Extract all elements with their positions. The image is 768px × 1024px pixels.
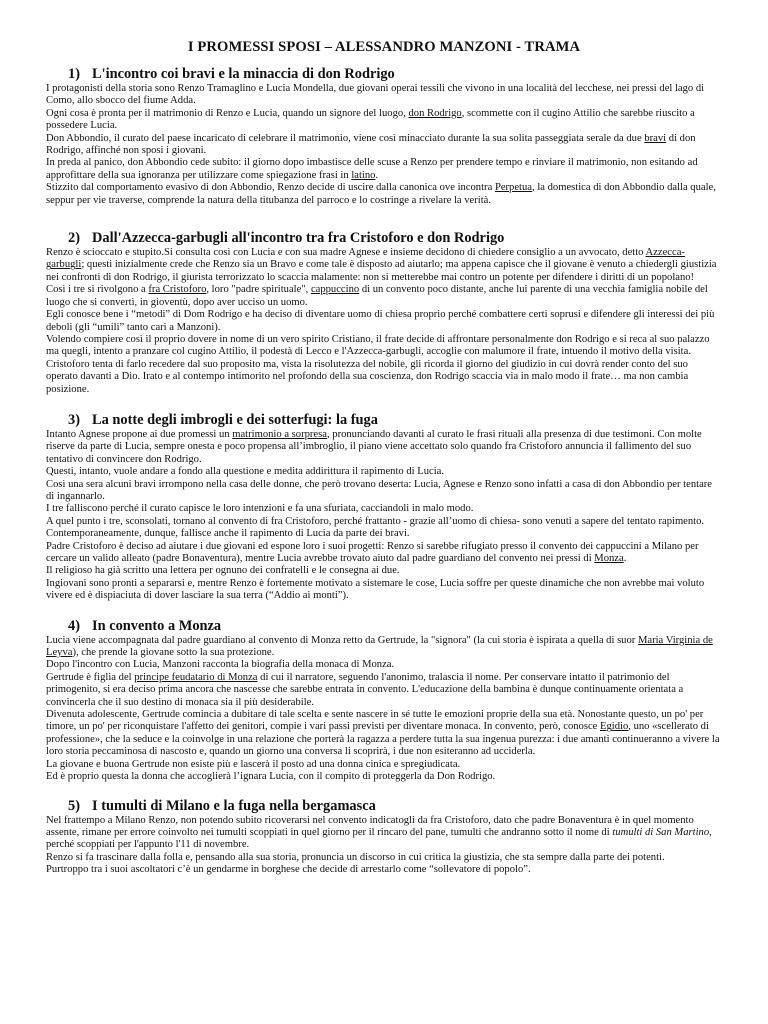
section-number: 4)	[68, 617, 80, 634]
text-run: Nel frattempo a Milano Renzo, non potendo subito ricoverarsi nel convento indicatogli da fra Cristoforo, dato che padre Bonaventura è in quel momento assente, rimane per errore coinvolto nei tumulti scoppiati in quel giorno per il rincaro del pane, tumulti che andranno sotto il nome di	[46, 814, 694, 838]
paragraph	[46, 108, 722, 133]
paragraph	[46, 709, 722, 759]
paragraph	[46, 247, 722, 284]
text-run: , perché scoppiati per l'appunto l'11 di novembre.	[46, 826, 712, 851]
link-don-rodrigo[interactable]: don Rodrigo	[408, 107, 462, 119]
paragraph: Renzo si fa trascinare dalla folla e, pensando alla sua storia, pronuncia un discorso in cui critica la giustizia, che sta sempre dalla parte dei potenti.	[46, 851, 665, 863]
text-run: .	[623, 553, 627, 564]
paragraph	[46, 182, 722, 207]
paragraph: I tre falliscono perché il curato capisce le loro intenzioni e fa una sfuriata, cacciandoli in malo modo.	[46, 503, 474, 515]
paragraph: Ed è proprio questa la donna che accoglierà l’ignara Lucia, con il compito di proteggerla da Don Rodrigo.	[46, 771, 496, 783]
paragraph	[46, 541, 722, 566]
section-3	[46, 412, 722, 603]
text-run: , scommette con il cugino Attilio che sarebbe riuscito a possedere Lucia.	[46, 107, 695, 132]
text-run: Lucia viene accompagnata dal padre guardiano al convento di Monza retto da Gertrude, la "signora" (la cui storia è ispirata a quella di suor	[46, 634, 638, 646]
link-cappuccino[interactable]: cappuccino	[310, 284, 360, 296]
text-run: ), che prende la giovane sotto la sua protezione.	[72, 647, 275, 659]
link-principe-feudatario[interactable]: principe feudatario di Monza	[134, 671, 258, 683]
section-number: 5)	[68, 797, 80, 814]
spacer	[46, 396, 722, 412]
section-title: I tumulti di Milano e la fuga nella bergamasca	[92, 797, 376, 814]
paragraph: I protagonisti della storia sono Renzo Tramaglino e Lucia Mondella, due giovani operai tessili che vivono in una località del lecchese, nei pressi del lago di Como, allo sbocco del fiume Adda.	[46, 83, 705, 107]
text-run: Gertrude è figlia del	[46, 671, 135, 683]
text-run: Stizzito dal comportamento evasivo di don Abbondio, Renzo decide di uscire dalla canonica ove incontra	[46, 182, 495, 194]
link-perpetua[interactable]: Perpetua	[494, 182, 533, 194]
section-heading	[46, 798, 722, 814]
paragraph: Il religioso ha già scritto una lettera per ognuno dei confratelli e le consegna ai due.	[46, 565, 400, 577]
paragraph: Cristoforo tenta di farlo recedere dal suo proposito ma, vista la risolutezza del nobile, gli ricorda il giorno del giudizio in cui dovrà render conto del suo operato davanti a Dio. Irato e al contempo intimorito nel profondo della sua coscienza, don Rodrigo scaccia via in malo modo il frate… ma non cambia posizione.	[46, 358, 689, 395]
paragraph: Purtroppo tra i suoi ascoltatori c’è un gendarme in borghese che decide di arrestarlo come “sollevatore di popolo”.	[46, 864, 531, 876]
section-title: L'incontro coi bravi e la minaccia di don Rodrigo	[92, 66, 395, 82]
link-monza[interactable]: Monza	[594, 553, 624, 564]
document-page	[46, 38, 722, 877]
link-fra-cristoforo[interactable]: fra Cristoforo	[148, 284, 207, 296]
paragraph	[46, 133, 722, 158]
paragraph	[46, 429, 722, 466]
section-number: 2)	[68, 230, 80, 247]
paragraph	[46, 635, 722, 660]
link-azzecca-garbugli[interactable]: Azzecca-garbugli	[46, 247, 685, 271]
text-run: Ogni cosa è pronta per il matrimonio di Renzo e Lucia, quando un signore del luogo,	[46, 107, 409, 119]
section-title: La notte degli imbrogli e dei sotterfugi: la fuga	[92, 411, 378, 428]
section-heading	[46, 412, 722, 428]
link-latino[interactable]: latino	[351, 169, 376, 181]
paragraph: Contemporaneamente, dunque, fallisce anche il rapimento di Lucia da parte dei bravi.	[46, 528, 410, 540]
paragraph	[46, 672, 722, 709]
text-run: Così i tre si rivolgono a	[46, 284, 149, 296]
text-run: Padre Cristoforo è deciso ad aiutare i due giovani ed espone loro i suoi progetti: Renzo si sarebbe rifugiato presso il convento dei cappuccini a Milano per cercare un valido alleato (padre Bonaventura), mentre Lucia avrebbe trovato aiuto dal padre guardiano del convento nei pressi di	[46, 540, 699, 564]
paragraph: A quel punto i tre, sconsolati, tornano al convento di fra Cristoforo, perché frattanto - grazie all’uomo di chiesa- sono venuti a sapere del tentato rapimento.	[46, 515, 705, 527]
link-matrimonio-a-sorpresa[interactable]: matrimonio a sorpresa	[232, 428, 327, 440]
paragraph: Così una sera alcuni bravi irrompono nella casa delle donne, che però trovano deserta: Lucia, Agnese e Renzo sono infatti a casa di don Abbondio per tentare di ingannarlo.	[46, 478, 713, 502]
text-run: Renzo è scioccato e stupito.Si consulta così con Lucia e con sua madre Agnese e insieme decidono di chiedere consiglio a un avvocato, detto	[46, 247, 646, 259]
paragraph: La giovane e buona Gertrude non esiste più e lascerà il posto ad una donna cinica e spregiudicata.	[46, 758, 461, 770]
section-number: 3)	[68, 411, 80, 428]
paragraph	[46, 157, 722, 182]
spacer	[46, 784, 722, 798]
text-run: Divenuta adolescente, Gertrude comincia a dubitare di tale scelta e sente nascere in sé tutte le emozioni proprie della sua età. Nonostante questo, un po' per timore, un po' per riconquistare l'affetto dei genitori, compie i vari passi previsti per diventare monaca. In convento, però, conosce	[46, 709, 704, 733]
section-5	[46, 798, 722, 877]
text-run: ; questi inizialmente crede che Renzo sia un Bravo e come tale è disposto ad aiutarlo; ma appena capisce che il giovane è venuto a chiedergli giustizia nei confronti di don Rodrigo, il giurista terrorizzato lo scaccia malamente: non si metterebbe mai contro un potente per difendere i diritti di un popolano!	[46, 259, 717, 283]
section-number: 1)	[68, 66, 80, 82]
text-run: di cui il narratore, seguendo l'anonimo, tralascia il nome. Per conservare intatto il patrimonio del primogenito, si era deciso prima ancora che nascesse che sarebbe entrata in convento. L'educazione della bambina è dunque continuamente orientata a convincerla che il suo destino di monaca sia il più desiderabile.	[46, 671, 684, 708]
section-heading	[46, 618, 722, 634]
spacer	[46, 603, 722, 618]
paragraph: Questi, intanto, vuole andare a fondo alla questione e medita addirittura il rapimento di Lucia.	[46, 466, 445, 478]
paragraph: Volendo compiere così il proprio dovere in nome di un vero spirito Cristiano, il frate decide di affrontare personalmente don Rodrigo e si reca al suo palazzo ma quegli, intento a pranzare col cugino Attilio, il podestà di Lecco e l'Azzecca-garbugli, accoglie con malumore il frate, intuendo il motivo della visita.	[46, 333, 710, 358]
section-1	[46, 66, 722, 207]
text-run: , loro "padre spirituale",	[206, 284, 311, 296]
link-bravi[interactable]: bravi	[644, 132, 667, 144]
text-run: .	[375, 169, 379, 181]
paragraph: Dopo l'incontro con Lucia, Manzoni racconta la biografia della monaca di Monza.	[46, 659, 395, 671]
section-heading	[46, 66, 722, 82]
text-run: Don Abbondio, il curato del paese incaricato di celebrare il matrimonio, viene così minacciato durante la sua solita passeggiata serale da due	[46, 132, 645, 144]
section-2	[46, 230, 722, 396]
text-run: , uno «scellerato di professione», che la seduce e la coinvolge in una relazione che porterà la ragazza a perdere tutta la sua ingenua purezza: i due amanti continueranno a vivere la loro storia peccaminosa di nascosto e, quando un giorno una conversa li scoprirà, i due non esiteranno ad ucciderla.	[46, 721, 720, 758]
paragraph: Ingiovani sono pronti a separarsi e, mentre Renzo è fortemente motivato a sistemare le cose, Lucia soffre per queste dinamiche che non avrebbe mai voluto vivere ed è dispiaciuta di dover lasciare la sua terra (“Addio ai monti”).	[46, 577, 705, 602]
paragraph	[46, 815, 722, 852]
link-maria-virginia-de-leyva[interactable]: Maria Virginia de Leyva	[46, 634, 713, 659]
text-run: Intanto Agnese propone ai due promessi un	[46, 428, 233, 440]
document-title: I PROMESSI SPOSI – ALESSANDRO MANZONI - TRAMA	[187, 39, 581, 55]
text-run: di don Rodrigo, affinché non sposi i giovani.	[46, 132, 696, 157]
paragraph	[46, 284, 722, 309]
text-run: In preda al panico, don Abbondio cede subito: il giorno dopo imbastisce delle scuse a Renzo per prendere tempo e rinviare il matrimonio, non esitando ad approfittare della sua ignoranza per utilizzare come spiegazione frasi in	[46, 157, 698, 181]
link-egidio[interactable]: Egidio	[600, 721, 629, 733]
section-title: Dall'Azzecca-garbugli all'incontro tra fra Cristoforo e don Rodrigo	[92, 230, 505, 247]
italic-term: tumulti di San Martino	[612, 826, 710, 838]
spacer	[46, 207, 722, 230]
text-run: , pronunciando davanti al curato le frasi rituali alla presenza di due testimoni. Con molte riserve da parte di Lucia, sempre onesta e poco propensa all’imbroglio, il piano viene accettato solo quando fra Cristoforo annuncia il fallimento del suo tentativo di convincere don Rodrigo.	[46, 428, 702, 465]
section-heading	[46, 230, 722, 246]
text-run: di un convento poco distante, anche lui parente di una vecchia famiglia nobile del luogo che si convertì, in gioventù, dopo aver ucciso un uomo.	[46, 284, 708, 308]
text-run: , la domestica di don Abbondio dalla quale, seppur per vie traverse, comprende la natura della titubanza del parroco e lo costringe a rivelare la verità.	[46, 182, 716, 206]
paragraph: Egli conosce bene i “metodi” di Dom Rodrigo e ha deciso di diventare uomo di chiesa proprio perché combattere certi soprusi e difendere gli interessi dei più deboli (gli “umili” tanto cari a Manzoni).	[46, 309, 715, 333]
section-title: In convento a Monza	[92, 617, 222, 634]
section-4	[46, 618, 722, 784]
